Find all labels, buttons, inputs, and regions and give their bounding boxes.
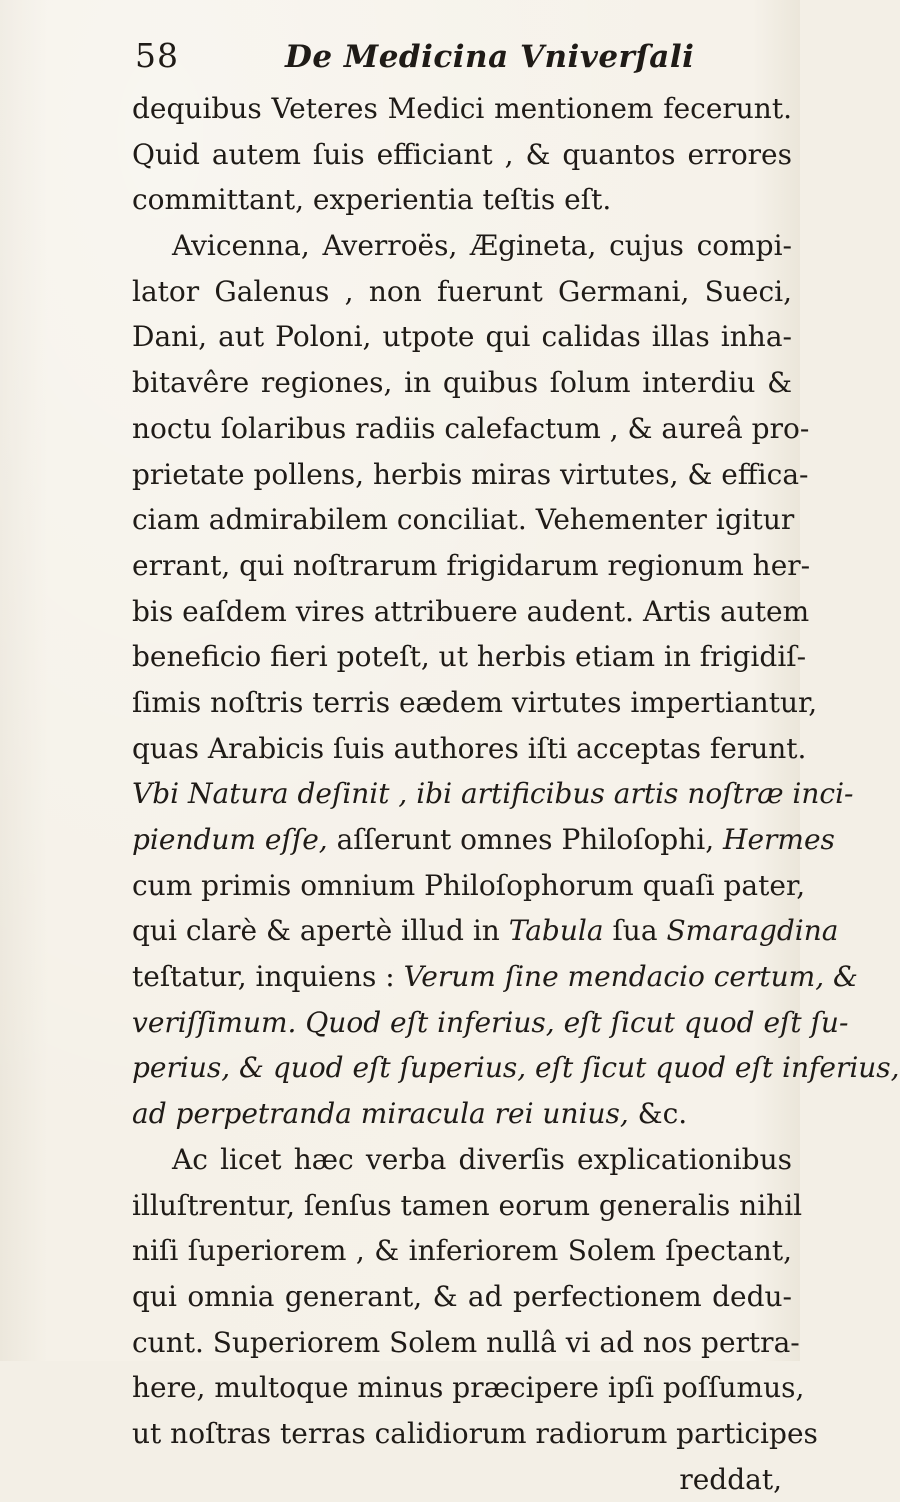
text-segment: here, multoque minus præcipere ipſi poſſumus,	[132, 1371, 805, 1405]
text-line	[132, 1457, 792, 1502]
text-segment: Hermes	[723, 823, 835, 856]
text-line	[132, 1091, 792, 1137]
text-segment: quas Arabicis ſuis authores iſti acceptas ferunt.	[132, 731, 807, 765]
text-segment: bis eaſdem vires attribuere audent. Artis autem	[132, 594, 810, 628]
running-head: De Medicina Vniverſali	[285, 39, 695, 75]
text-line	[132, 452, 809, 498]
text-segment: prietate pollens, herbis miras virtutes, & effica-	[132, 457, 809, 491]
text-line	[132, 589, 810, 635]
text-segment: piendum eſſe,	[132, 823, 328, 856]
body-text	[132, 86, 900, 1502]
text-segment: qui clarè & apertè illud in	[132, 914, 509, 948]
text-segment: dequibus Veteres Medici mentionem fecerunt.	[132, 92, 792, 125]
text-segment: ut noſtras terras calidiorum radiorum participes	[132, 1416, 818, 1450]
text-line	[132, 177, 792, 223]
text-line	[132, 543, 811, 589]
text-segment: noctu ſolaribus radiis calefactum , & aureâ pro-	[132, 411, 810, 445]
text-segment: perius, & quod eſt ſuperius, eſt ſicut quod eſt inferius,	[132, 1051, 900, 1085]
text-line	[132, 1000, 849, 1046]
page-header	[135, 36, 695, 84]
text-segment: Smaragdina	[666, 914, 839, 948]
text-line	[132, 817, 835, 863]
text-segment: Vbi Natura deſinit , ibi artificibus artis noſtræ inci-	[132, 777, 854, 811]
text-segment: aſſerunt omnes Philoſophi,	[327, 823, 724, 856]
text-line	[132, 86, 792, 132]
text-segment: beneficio fieri poteſt, ut herbis etiam in frigidiſ-	[132, 640, 807, 674]
text-segment: cum primis omnium Philoſophorum quaſi pater,	[132, 868, 806, 902]
text-segment: qui omnia generant, & ad perfectionem dedu-	[132, 1279, 792, 1313]
text-line	[132, 1411, 818, 1457]
text-line	[132, 1137, 792, 1183]
text-segment: lator Galenus , non fuerunt Germani, Sueci,	[132, 274, 792, 308]
text-segment: ad perpetranda miracula rei unius,	[132, 1097, 629, 1131]
text-segment: Verum ſine mendacio certum, &	[403, 960, 858, 994]
text-line	[132, 1228, 792, 1274]
text-line	[132, 132, 792, 178]
text-line	[132, 360, 792, 406]
text-segment: teſtatur, inquiens :	[132, 960, 404, 994]
text-line	[132, 314, 792, 360]
text-segment: ciam admirabilem conciliat. Vehementer igitur	[132, 503, 795, 537]
text-line	[132, 497, 795, 543]
text-segment: Tabula	[508, 914, 604, 948]
text-line	[132, 954, 858, 1000]
text-segment: &c.	[628, 1097, 688, 1131]
text-line	[132, 771, 854, 817]
text-segment: Quid autem ſuis efficiant , & quantos errores	[132, 137, 792, 171]
text-line	[132, 726, 807, 772]
text-line	[132, 1274, 792, 1320]
text-segment: illuſtrentur, ſenſus tamen eorum generalis nihil	[132, 1188, 803, 1222]
text-line	[132, 1365, 805, 1411]
page-number: 58	[135, 36, 179, 75]
text-segment: Ac licet hæc verba diverſis explicationibus	[172, 1142, 792, 1176]
text-line	[132, 1320, 800, 1366]
text-segment: ſimis noſtris terris eædem virtutes impertiantur,	[132, 685, 818, 719]
text-segment: Avicenna, Averroës, Ægineta, cujus compi-	[172, 229, 792, 263]
text-line	[132, 223, 792, 269]
text-line	[132, 863, 806, 909]
text-segment: errant, qui noſtrarum frigidarum regionum her-	[132, 548, 811, 582]
text-segment: niſi ſuperiorem , & inferiorem Solem ſpectant,	[132, 1234, 792, 1268]
text-line	[132, 1183, 803, 1229]
text-line	[132, 634, 807, 680]
text-segment: veriſſimum. Quod eſt inferius, eſt ſicut quod eſt ſu-	[132, 1005, 849, 1039]
text-segment: committant, experientia teſtis eſt.	[132, 183, 612, 217]
text-line	[132, 406, 810, 452]
text-segment: Dani, aut Poloni, utpote qui calidas illas inha-	[132, 320, 792, 354]
text-segment: bitavêre regiones, in quibus ſolum interdiu &	[132, 366, 792, 400]
text-line	[132, 1045, 900, 1091]
text-segment: ſua	[603, 914, 667, 948]
text-segment: cunt. Superiorem Solem nullâ vi ad nos pertra-	[132, 1325, 800, 1359]
text-line	[132, 680, 818, 726]
text-line	[132, 269, 792, 315]
text-line	[132, 908, 839, 954]
text-segment: reddat,	[679, 1462, 782, 1496]
